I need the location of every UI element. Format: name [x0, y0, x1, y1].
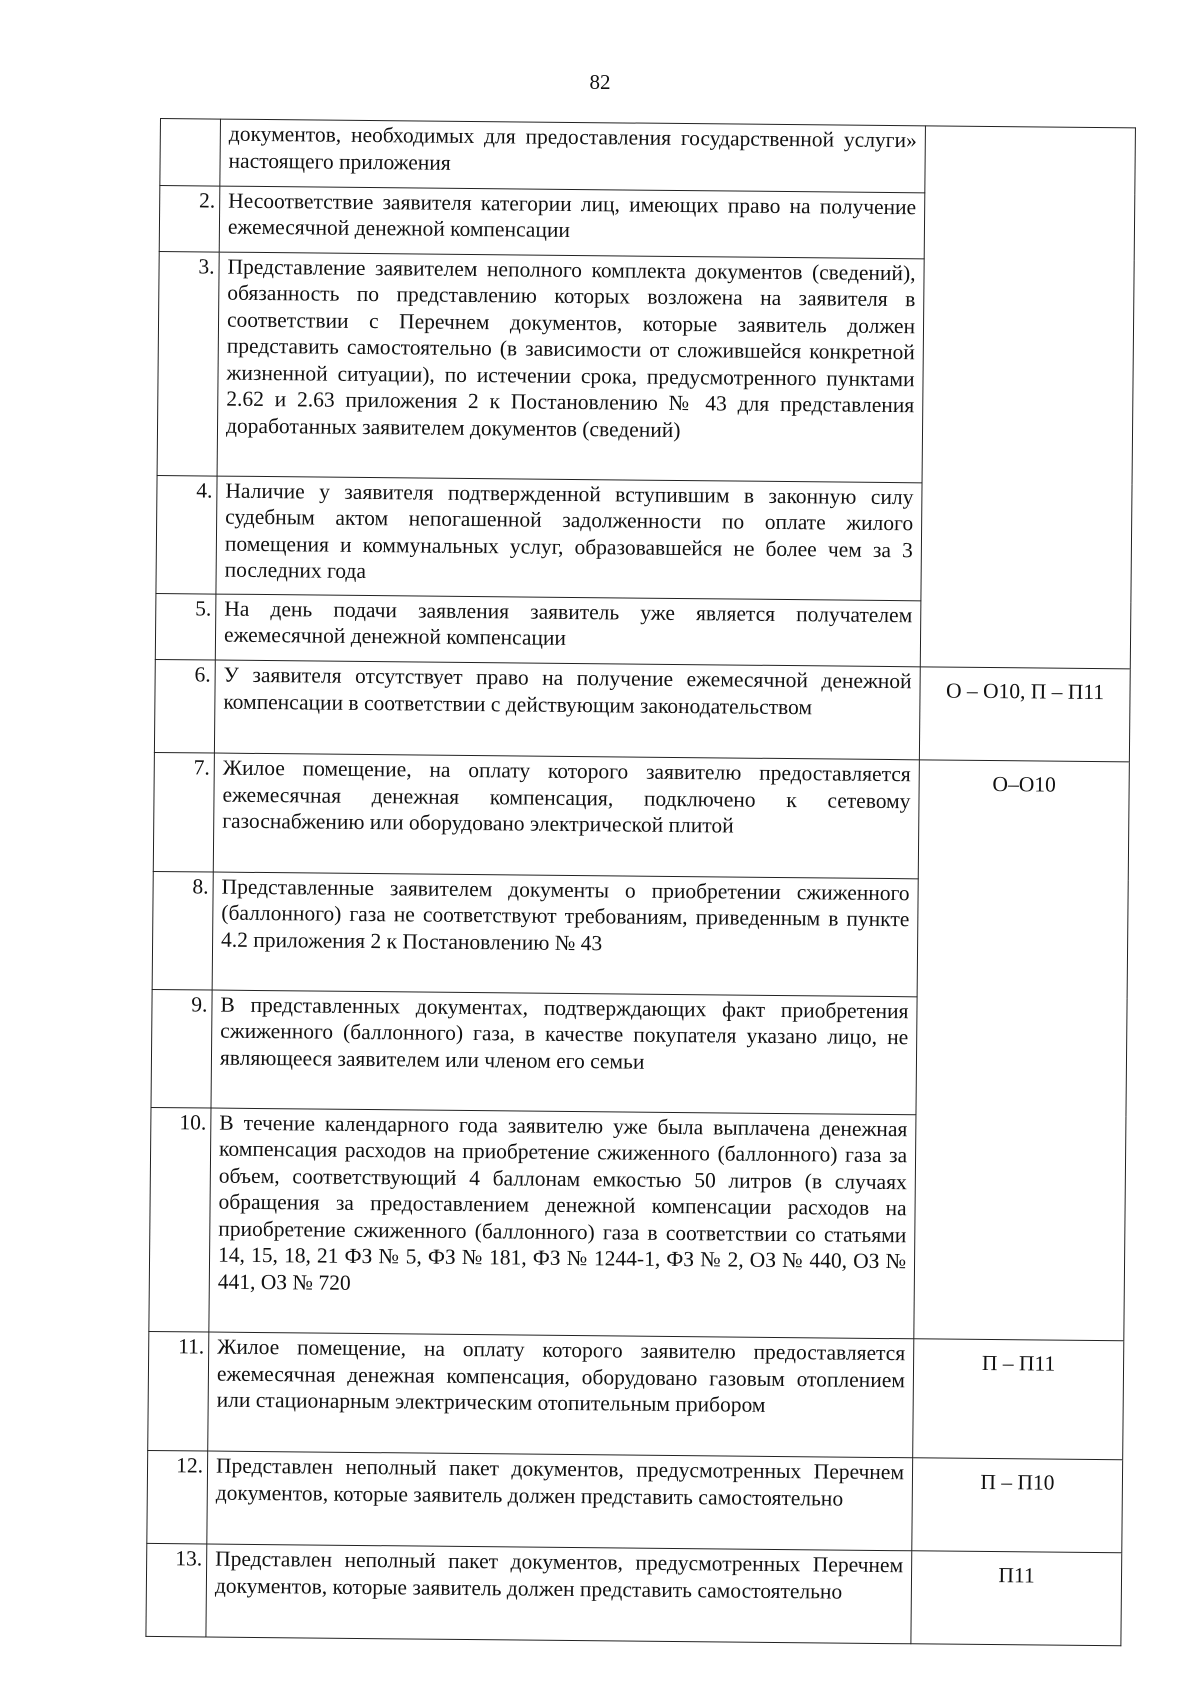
row-text: Жилое помещение, на оплату которого заявителю предоставляется ежемесячная денежная компенсация, оборудовано газовым отоплением или стационарным электрическим отопительным прибором	[208, 1332, 914, 1458]
table-row	[154, 659, 1130, 761]
row-code	[925, 126, 1136, 195]
row-text: На день подачи заявления заявитель уже является получателем ежемесячной денежной компенсации	[215, 594, 921, 667]
row-code	[920, 600, 1131, 669]
row-code	[914, 1114, 1126, 1341]
row-number: 11.	[148, 1331, 209, 1451]
table-row	[157, 251, 1134, 484]
row-text: У заявителя отсутствует право на получение ежемесячной денежной компенсации в соответствии с действующим законодательством	[214, 660, 920, 760]
table-row	[160, 119, 1136, 195]
row-text: Представление заявителем неполного комплекта документов (сведений), обязанность по представлению которых возложена на заявителя в соответствии с Перечнем документов, которые заявитель должен представить самостоятельно (в зависимости от сложившейся конкретной жизненной ситуации), по истечении срока, предусмотренного пунктами 2.62 и 2.63 приложения 2 к Постановлению № 43 для представления доработанных заявителем документов (сведений)	[217, 252, 924, 483]
row-text: Представлен неполный пакет документов, предусмотренных Перечнем документов, которые заявитель должен представить самостоятельно	[206, 1544, 912, 1644]
row-number: 13.	[146, 1543, 207, 1637]
row-text: В течение календарного года заявителю уже была выплачена денежная компенсация расходов на приобретение сжиженного (баллонного) газа за объем, соответствующий 4 баллонам емкостью 50 литров (в случаях обращения за предоставлением денежной компенсации расходов на приобретение сжиженного (баллонного) газа в соответствии со статьями 14, 15, 18, 21 ФЗ № 5, ФЗ № 181, ФЗ № 1244-1, ФЗ № 2, ОЗ № 440, ОЗ № 441, ОЗ № 720	[209, 1108, 916, 1339]
row-number: 10.	[149, 1107, 211, 1332]
row-number: 7.	[153, 752, 214, 871]
row-code	[917, 878, 1128, 998]
row-code: О–О10	[918, 760, 1129, 881]
row-number	[160, 119, 221, 186]
row-number: 4.	[156, 475, 217, 594]
row-code	[924, 192, 1135, 260]
row-code: П – П10	[912, 1458, 1123, 1553]
table-row	[152, 871, 1128, 998]
row-text: документов, необходимых для предоставления государственной услуги» настоящего приложения	[220, 119, 926, 192]
page-number: 82	[589, 70, 611, 94]
table-row	[147, 1450, 1123, 1552]
row-code	[922, 258, 1134, 484]
row-number: 9.	[151, 989, 212, 1108]
table-row	[156, 475, 1132, 602]
row-number: 6.	[154, 659, 215, 753]
row-text: Несоответствие заявителя категории лиц, имеющих право на получение ежемесячной денежной компенсации	[219, 186, 925, 259]
row-text: Представленные заявителем документы о приобретении сжиженного (баллонного) газа не соответствуют требованиям, приведенным в пункте 4.2 приложения 2 к Постановлению № 43	[212, 872, 918, 997]
row-number: 5.	[155, 593, 216, 660]
row-text: Жилое помещение, на оплату которого заявителю предоставляется ежемесячная денежная компенсация, подключено к сетевому газоснабжению или оборудовано электрической плитой	[213, 753, 919, 878]
refusal-grounds-table	[145, 118, 1136, 1646]
row-code: П – П11	[913, 1339, 1124, 1460]
row-code	[921, 482, 1132, 602]
table-row	[159, 185, 1135, 260]
table-row	[149, 1107, 1126, 1341]
table-row	[146, 1543, 1122, 1645]
row-number: 8.	[152, 871, 213, 990]
row-text: Наличие у заявителя подтвержденной вступившим в законную силу судебным актом непогашенной задолженности по оплате жилого помещения и коммунальных услуг, образовавшейся не более чем за 3 последних года	[216, 476, 922, 601]
row-text: Представлен неполный пакет документов, предусмотренных Перечнем документов, которые заявитель должен представить самостоятельно	[207, 1451, 913, 1551]
row-number: 2.	[159, 185, 220, 252]
table-row	[148, 1331, 1124, 1459]
table-row	[151, 989, 1127, 1116]
row-code: П11	[911, 1551, 1122, 1646]
row-code	[916, 996, 1127, 1116]
row-text: В представленных документах, подтверждающих факт приобретения сжиженного (баллонного) газа, в качестве покупателя указано лицо, не являющееся заявителем или членом его семьи	[211, 990, 917, 1115]
row-number: 12.	[147, 1450, 208, 1544]
row-number: 3.	[157, 251, 219, 476]
row-code: О – О10, П – П11	[919, 667, 1130, 762]
table-row	[155, 593, 1131, 669]
table-row	[153, 752, 1129, 880]
